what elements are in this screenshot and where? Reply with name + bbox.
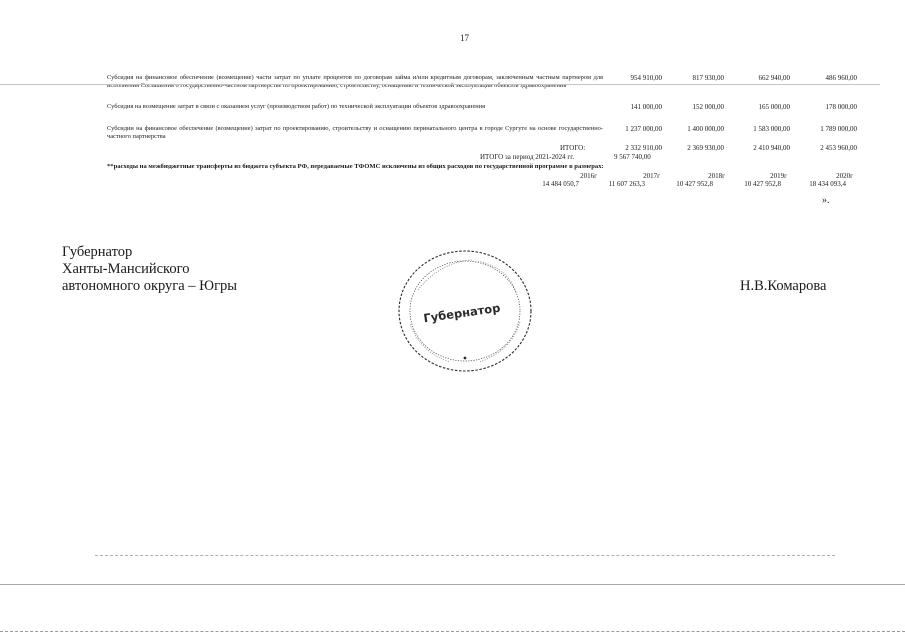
table-row-3-value-2023: 1 583 000,00 (753, 125, 790, 133)
table-row-1-value-2023: 662 940,00 (758, 74, 790, 82)
closing-quote: ». (822, 195, 830, 206)
table-row-2-value-2021: 141 000,00 (630, 103, 662, 111)
page-number: 17 (460, 33, 469, 43)
table-row-3-value-2024: 1 789 000,00 (820, 125, 857, 133)
signatory-title-line3: автономного округа – Югры (62, 278, 238, 294)
table-row-3-value-2021: 1 237 000,00 (625, 125, 662, 133)
signatory-title-line1: Губернатор (62, 244, 133, 260)
table-row-1-value-2024: 486 960,00 (825, 74, 857, 82)
scan-rule (95, 555, 835, 556)
table-row-1-text: Субсидия на финансовое обеспечение (возмещение) части затрат по уплате процентов по договорам займа и/или кредитным договорам, заключенным частным партнером для исполнения Соглашения о государственно-частном партнерстве по проектированию, строительству, оснащению и технической эксплуатации объектов здравоохранения (107, 74, 603, 89)
scan-rule (0, 84, 880, 85)
year-label: 2017г (643, 172, 660, 180)
year-label: 2019г (770, 172, 787, 180)
signatory-name: Н.В.Комарова (740, 278, 827, 294)
signatory-title-line2: Ханты-Мансийского (62, 261, 190, 277)
tfoms-note: **расходы на межбюджетные трансферты из бюджета субъекта РФ, передаваемые ТФОМС исключены из общих расходов по государственной программе в размерах: (107, 163, 604, 170)
table-row-2-value-2023: 165 000,00 (758, 103, 790, 111)
table-row-2-value-2022: 152 000,00 (692, 103, 724, 111)
totals-value-2022: 2 369 930,00 (687, 144, 724, 152)
table-row-2-text: Субсидия на возмещение затрат в связи с оказанием услуг (производством работ) по технической эксплуатации объектов здравоохранения (107, 103, 486, 110)
year-value: 11 607 263,3 (608, 180, 645, 188)
year-label: 2020г (836, 172, 853, 180)
totals-label: ИТОГО: (560, 144, 586, 152)
table-row-1-value-2021: 954 910,00 (630, 74, 662, 82)
year-value: 18 434 093,4 (809, 180, 846, 188)
stamp-center-text: Губернатор (422, 300, 502, 326)
year-label: 2016г (580, 172, 597, 180)
period-total-value: 9 567 740,00 (614, 153, 651, 161)
totals-value-2023: 2 410 940,00 (753, 144, 790, 152)
scan-rule (0, 631, 905, 632)
table-row-3-value-2022: 1 400 000,00 (687, 125, 724, 133)
table-row-3-text: Субсидии на финансовое обеспечение (возмещение) затрат по проектированию, строительству и оснащению перинатального центра в городе Сургуте на основе государственно-частного партнерства (107, 125, 603, 140)
year-label: 2018г (708, 172, 725, 180)
totals-value-2024: 2 453 960,00 (820, 144, 857, 152)
scan-rule (0, 584, 905, 585)
table-row-2-value-2024: 178 000,00 (825, 103, 857, 111)
table-row-1-value-2022: 817 930,00 (692, 74, 724, 82)
year-value: 10 427 952,8 (744, 180, 781, 188)
year-value: 10 427 952,8 (676, 180, 713, 188)
governor-stamp (390, 244, 540, 379)
totals-value-2021: 2 332 910,00 (625, 144, 662, 152)
year-value: 14 484 050,7 (542, 180, 579, 188)
period-total-label: ИТОГО за период 2021-2024 гг. (480, 153, 575, 161)
signatory-title (62, 244, 237, 295)
